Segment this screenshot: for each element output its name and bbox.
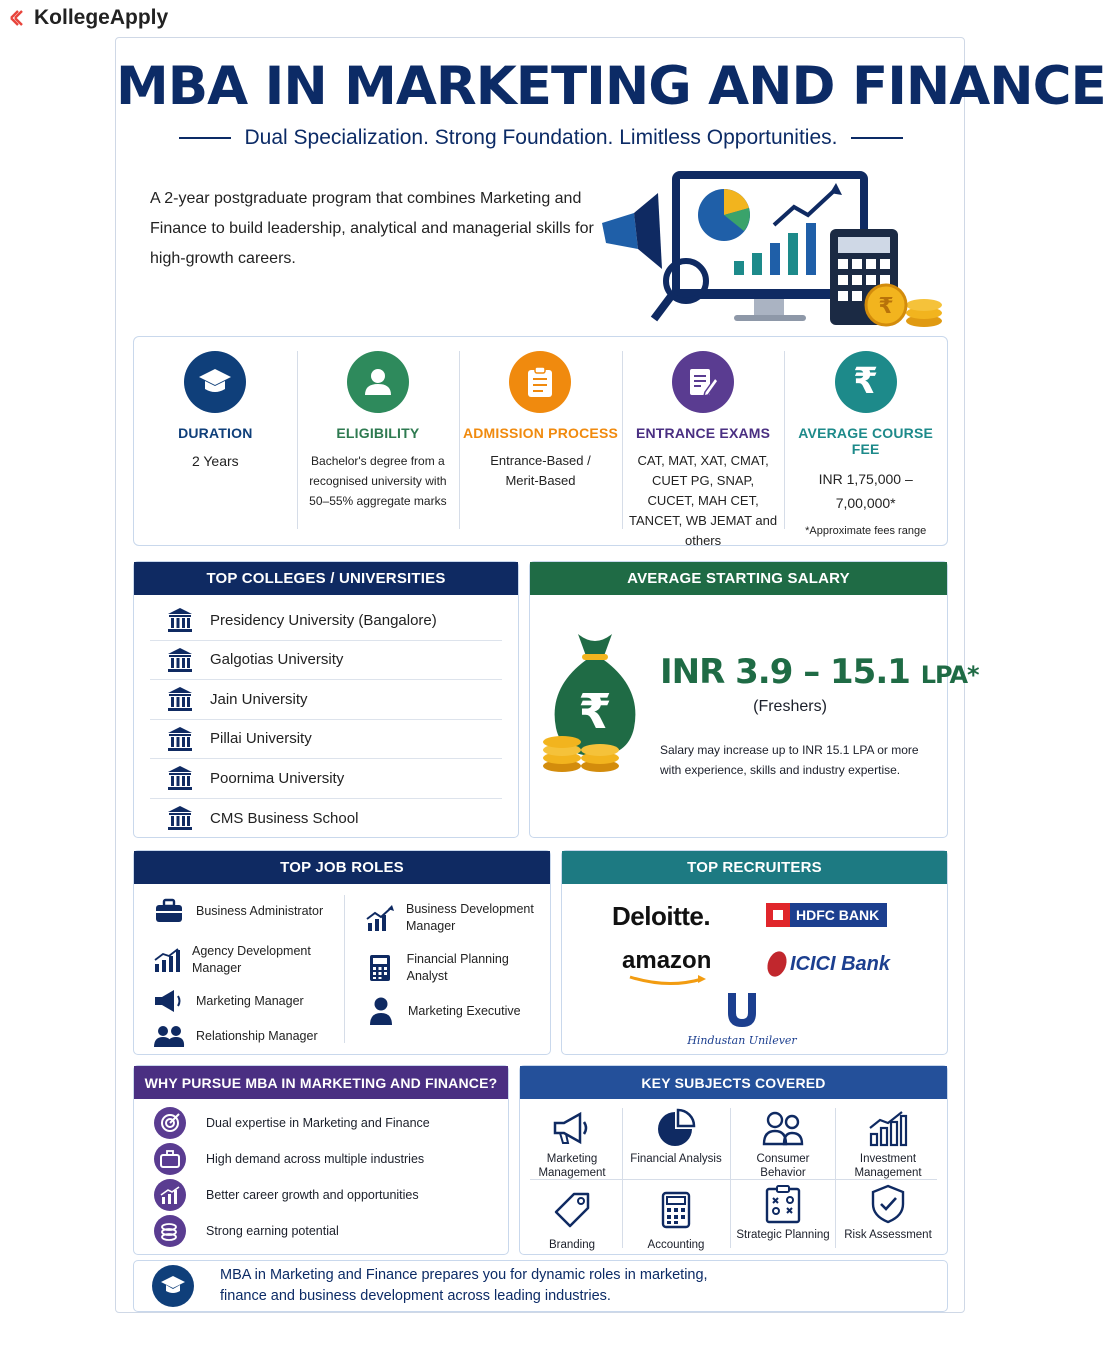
brand-logo[interactable] [8, 6, 168, 30]
college-name: CMS Business School [210, 809, 359, 827]
why-item [154, 1177, 508, 1213]
amazon-smile-icon [628, 975, 708, 987]
college-name: Pillai University [210, 730, 312, 748]
college-item [150, 759, 502, 799]
user-icon [347, 351, 409, 413]
university-building-icon [150, 765, 210, 791]
svg-text:₹: ₹ [878, 294, 894, 319]
calculator-icon [369, 954, 391, 982]
subject-label: Marketing Management [538, 1153, 606, 1179]
college-name: Presidency University (Bangalore) [210, 611, 437, 629]
fact-value: 2 Years [191, 453, 239, 469]
job-business-development-manager [366, 901, 546, 935]
infographic-card [115, 37, 1106, 1313]
college-name: Jain University [210, 690, 308, 708]
intro-text: A 2-year postgraduate program that combines Marketing and Finance to build leadership, analytical and managerial skills for high-growth careers. [150, 190, 594, 267]
job-label: Marketing Executive [408, 1003, 521, 1018]
fact-eligibility [297, 337, 460, 545]
person-icon [369, 997, 393, 1025]
fact-entrance-exams [622, 337, 785, 548]
fact-value: CAT, MAT, XAT, CMAT, CUET PG, SNAP, CUCET, MAH CET, TANCET, WB JEMAT and others [629, 453, 778, 548]
subject-label: Consumer Behavior [756, 1153, 810, 1179]
fact-label: ELIGIBILITY [336, 425, 420, 441]
why-label: Dual expertise in Marketing and Finance [206, 1116, 430, 1130]
colleges-heading: TOP COLLEGES / UNIVERSITIES [134, 562, 518, 595]
college-item [150, 680, 502, 720]
why-item [154, 1141, 508, 1177]
briefcase-icon [154, 1143, 186, 1175]
fact-duration [134, 337, 297, 545]
key-subjects-panel [519, 1065, 948, 1255]
college-item [150, 799, 502, 839]
why-item [154, 1213, 508, 1249]
tagline [116, 126, 966, 150]
unilever-label: Hindustan Unilever [687, 1034, 797, 1047]
unilever-logo-icon [722, 991, 762, 1029]
subject-consumer-behavior [733, 1108, 833, 1180]
megaphone-icon [154, 989, 184, 1013]
amazon-label: amazon [622, 947, 712, 974]
recruiter-hindustan-unilever [672, 991, 812, 1047]
job-label: Marketing Manager [196, 993, 304, 1008]
fact-label: DURATION [178, 425, 253, 441]
brand-name: KollegeApply [34, 6, 169, 29]
pie-chart-icon [657, 1109, 695, 1147]
job-marketing-executive [366, 997, 521, 1025]
growth-chart-icon [366, 905, 394, 931]
investment-chart-icon [868, 1110, 908, 1146]
consumers-icon [762, 1111, 804, 1145]
key-facts-panel [133, 336, 948, 546]
coins-icon [154, 1215, 186, 1247]
why-label: Better career growth and opportunities [206, 1188, 419, 1202]
job-relationship-manager [154, 1025, 318, 1047]
college-item [150, 601, 502, 641]
recruiter-icici-bank [768, 951, 890, 977]
bar-chart-icon [154, 948, 180, 972]
subject-label: Investment Management [854, 1153, 922, 1179]
svg-text:₹: ₹ [578, 684, 612, 740]
subject-label: Strategic Planning [736, 1229, 830, 1241]
why-label: Strong earning potential [206, 1224, 339, 1238]
why-item [154, 1105, 508, 1141]
page-title: MBA IN MARKETING AND FINANCE [116, 56, 1106, 117]
pen-paper-icon [672, 351, 734, 413]
shield-check-icon [870, 1184, 906, 1224]
fact-value: Entrance-Based / Merit-Based [490, 453, 591, 488]
job-marketing-manager [154, 989, 304, 1013]
subject-branding [522, 1190, 622, 1252]
salary-range [660, 652, 979, 692]
target-icon [154, 1107, 186, 1139]
fact-value: Bachelor's degree from a recognised university with 50–55% aggregate marks [309, 454, 447, 508]
university-building-icon [150, 686, 210, 712]
why-label: High demand across multiple industries [206, 1152, 425, 1166]
salary-note: Salary may increase up to INR 15.1 LPA or more with experience, skills and industry expertise. [660, 743, 919, 777]
recruiter-deloitte: Deloitte. [612, 901, 711, 931]
salary-panel [529, 561, 979, 838]
job-label: Business Development Manager [406, 902, 534, 933]
clipboard-icon [509, 351, 571, 413]
subject-label: Risk Assessment [844, 1229, 932, 1241]
fact-note: *Approximate fees range [805, 525, 927, 537]
graduation-cap-icon [152, 1265, 194, 1307]
subject-financial-analysis [626, 1108, 726, 1166]
tagline-text: Dual Specialization. Strong Foundation. Limitless Opportunities. [244, 126, 838, 149]
salary-heading: AVERAGE STARTING SALARY [530, 562, 947, 595]
subject-accounting [626, 1190, 726, 1252]
job-roles-panel [133, 850, 551, 1055]
fact-label: ENTRANCE EXAMS [635, 425, 771, 441]
salary-subtitle: (Freshers) [753, 698, 827, 715]
job-business-administrator [154, 899, 323, 923]
fact-admission [459, 337, 622, 545]
footer-text: MBA in Marketing and Finance prepares you for dynamic roles in marketing, finance and business development across leading industries. [220, 1267, 708, 1304]
job-label: Financial Planning Analyst [406, 952, 509, 983]
college-name: Poornima University [210, 769, 345, 787]
graduation-cap-icon [184, 351, 246, 413]
icici-logo-icon [764, 949, 790, 980]
calculator-icon [661, 1191, 691, 1229]
colleges-list [134, 595, 518, 838]
subject-investment-management [838, 1108, 938, 1180]
fact-course-fee [784, 337, 947, 545]
fact-value: INR 1,75,000 – 7,00,000* [818, 471, 913, 511]
university-building-icon [150, 647, 210, 673]
fact-label: AVERAGE COURSE FEE [798, 425, 934, 457]
university-building-icon [150, 805, 210, 831]
job-agency-development-manager [154, 943, 334, 977]
recruiter-hdfc-bank [766, 903, 887, 927]
hdfc-logo-icon [766, 903, 790, 927]
top-recruiters-panel [561, 850, 948, 1055]
job-financial-planning-analyst [366, 951, 546, 985]
recruiter-amazon [622, 947, 711, 975]
university-building-icon [150, 726, 210, 752]
university-building-icon [150, 607, 210, 633]
briefcase-icon [155, 899, 183, 923]
college-name: Galgotias University [210, 651, 344, 669]
why-pursue-panel [133, 1065, 509, 1255]
subject-label: Branding [548, 1239, 596, 1251]
recruiters-heading: TOP RECRUITERS [562, 851, 947, 884]
kollegeapply-logo-icon [8, 8, 28, 28]
subject-marketing-management [522, 1108, 622, 1180]
why-heading: WHY PURSUE MBA IN MARKETING AND FINANCE? [134, 1066, 508, 1099]
job-label: Agency Development Manager [192, 944, 311, 975]
jobs-heading: TOP JOB ROLES [134, 851, 550, 884]
footer-banner [133, 1260, 948, 1312]
subjects-heading: KEY SUBJECTS COVERED [520, 1066, 947, 1099]
subject-label: Financial Analysis [630, 1153, 722, 1165]
finance-monitor-illustration-icon [594, 163, 944, 333]
users-icon [154, 1025, 184, 1047]
salary-unit: LPA* [920, 661, 979, 689]
money-bag-icon [542, 628, 648, 774]
strategy-board-icon [765, 1184, 801, 1224]
hdfc-bank-label: HDFC BANK [796, 907, 880, 923]
rupee-icon: ₹ [835, 351, 897, 413]
tag-icon [554, 1192, 590, 1228]
growth-chart-icon [154, 1179, 186, 1211]
college-item [150, 720, 502, 760]
subject-label: Accounting [647, 1239, 705, 1251]
college-item [150, 641, 502, 681]
fact-label: ADMISSION PROCESS [462, 425, 619, 441]
megaphone-icon [552, 1111, 592, 1145]
icici-bank-label: ICICI Bank [790, 952, 891, 975]
top-colleges-panel [133, 561, 519, 838]
job-label: Business Administrator [196, 903, 324, 918]
subject-risk-assessment [838, 1184, 938, 1242]
subject-strategic-planning [733, 1184, 833, 1242]
salary-range-value: INR 3.9 – 15.1 [660, 652, 910, 692]
job-label: Relationship Manager [196, 1028, 318, 1043]
